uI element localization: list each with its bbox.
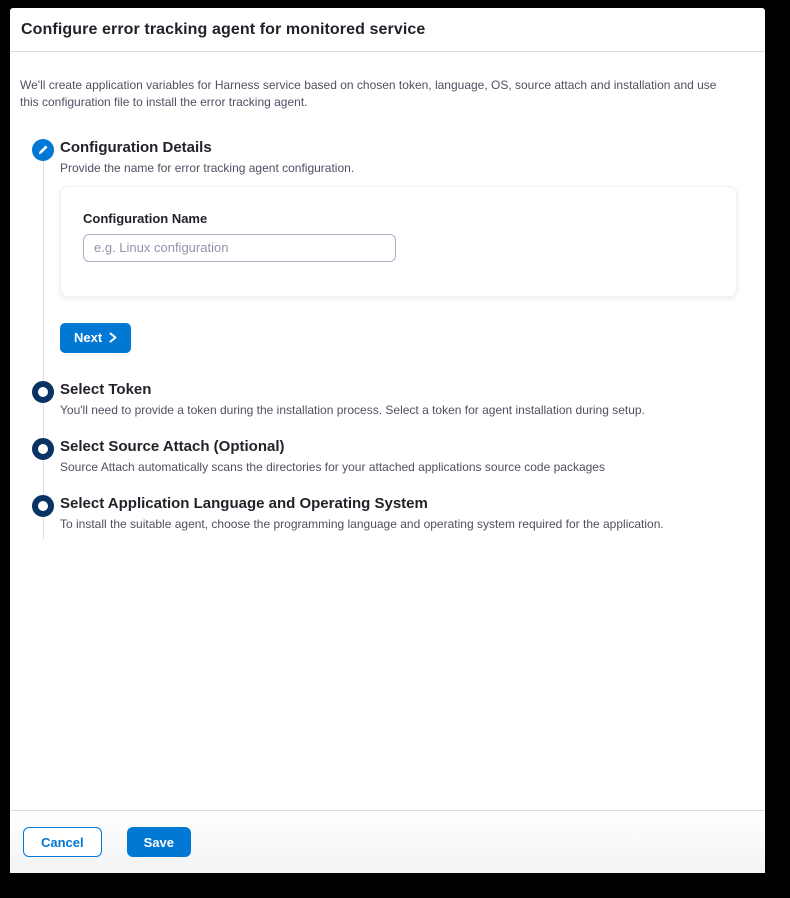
next-button-label: Next xyxy=(74,330,103,346)
next-button[interactable] xyxy=(60,323,131,353)
chevron-right-icon xyxy=(109,332,117,343)
step-subtitle: You'll need to provide a token during the installation process. Select a token for agent installation during setup. xyxy=(60,403,645,418)
dialog-footer xyxy=(10,810,765,873)
edit-pencil-icon xyxy=(32,139,54,161)
dialog-body xyxy=(10,52,765,810)
step-title: Select Token xyxy=(60,380,152,398)
save-button[interactable] xyxy=(127,827,191,857)
configuration-card xyxy=(60,186,737,297)
step-circle-icon xyxy=(32,495,54,517)
dialog-header xyxy=(10,8,765,52)
step-select-language-os xyxy=(32,495,765,533)
dialog-title: Configure error tracking agent for monitored service xyxy=(21,21,426,38)
step-title: Configuration Details xyxy=(60,138,212,156)
stepper xyxy=(32,139,765,533)
configuration-name-input[interactable] xyxy=(83,234,396,262)
step-subtitle: Source Attach automatically scans the directories for your attached applications source code packages xyxy=(60,460,605,475)
step-subtitle: To install the suitable agent, choose the programming language and operating system required for the application. xyxy=(60,517,664,532)
step-content xyxy=(60,381,765,419)
intro-description: We'll create application variables for Harness service based on chosen token, language, OS, source attach and installation and use this configuration file to install the error tracking agent. xyxy=(20,78,717,110)
step-select-source-attach xyxy=(32,438,765,476)
step-select-token xyxy=(32,381,765,419)
step-title: Select Source Attach (Optional) xyxy=(60,437,285,455)
step-content xyxy=(60,495,765,533)
cancel-button-label: Cancel xyxy=(41,834,84,850)
save-button-label: Save xyxy=(143,834,175,850)
step-circle-icon xyxy=(32,438,54,460)
step-configuration-details xyxy=(32,139,765,353)
step-subtitle: Provide the name for error tracking agent configuration. xyxy=(60,161,355,176)
cancel-button[interactable] xyxy=(23,827,102,857)
step-title: Select Application Language and Operating System xyxy=(60,494,428,512)
step-content xyxy=(60,139,765,353)
step-content xyxy=(60,438,765,476)
config-dialog xyxy=(10,8,765,873)
configuration-name-label: Configuration Name xyxy=(83,210,208,226)
step-circle-icon xyxy=(32,381,54,403)
